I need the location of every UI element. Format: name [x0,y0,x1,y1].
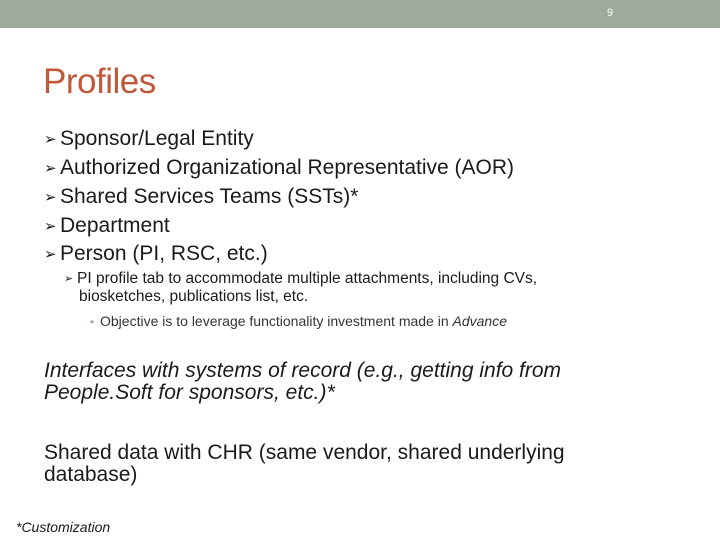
arrow-bullet-icon: ➢ [44,245,57,263]
dot-bullet-icon: • [89,315,95,329]
sub-bullet-item [64,270,664,306]
bullet-text: Department [60,214,170,237]
paragraph-shared-data [44,442,684,486]
paragraph-line: Interfaces with systems of record (e.g., getting info from [44,359,562,382]
bullet-item [44,156,514,180]
top-bar [0,0,720,28]
arrow-bullet-icon: ➢ [44,188,57,206]
sub-bullet-text-line2: biosketches, publications list, etc. [79,288,309,305]
bullet-text: Person (PI, RSC, etc.) [60,242,268,265]
sub-sub-bullet-text: Objective is to leverage functionality investment made in [100,313,453,329]
arrow-bullet-icon: ➢ [44,130,57,148]
bullet-text: Sponsor/Legal Entity [60,127,254,150]
arrow-bullet-icon: ➢ [64,272,74,285]
sub-sub-bullet-italic: Advance [452,313,507,329]
page-number: 9 [606,7,614,19]
sub-sub-bullet-item [84,312,507,331]
paragraph-line: Shared data with CHR (same vendor, shared underlying [44,441,565,464]
bullet-text: Shared Services Teams (SSTs)* [60,185,359,208]
bullet-text: Authorized Organizational Representative (AOR) [60,156,515,179]
paragraph-interfaces [44,360,684,404]
sub-bullet-text-line1: PI profile tab to accommodate multiple attachments, including CVs, [77,270,538,287]
arrow-bullet-icon: ➢ [44,159,57,177]
arrow-bullet-icon: ➢ [44,217,57,235]
slide-title: Profiles [43,62,156,101]
paragraph-line: People.Soft for sponsors, etc.)* [44,381,335,404]
bullet-item [44,185,358,209]
footnote: *Customization [16,519,111,535]
bullet-item [44,242,268,266]
bullet-item [44,214,170,238]
bullet-item [44,127,254,151]
sub-bullet-line [64,270,664,288]
paragraph-line: database) [44,463,138,486]
